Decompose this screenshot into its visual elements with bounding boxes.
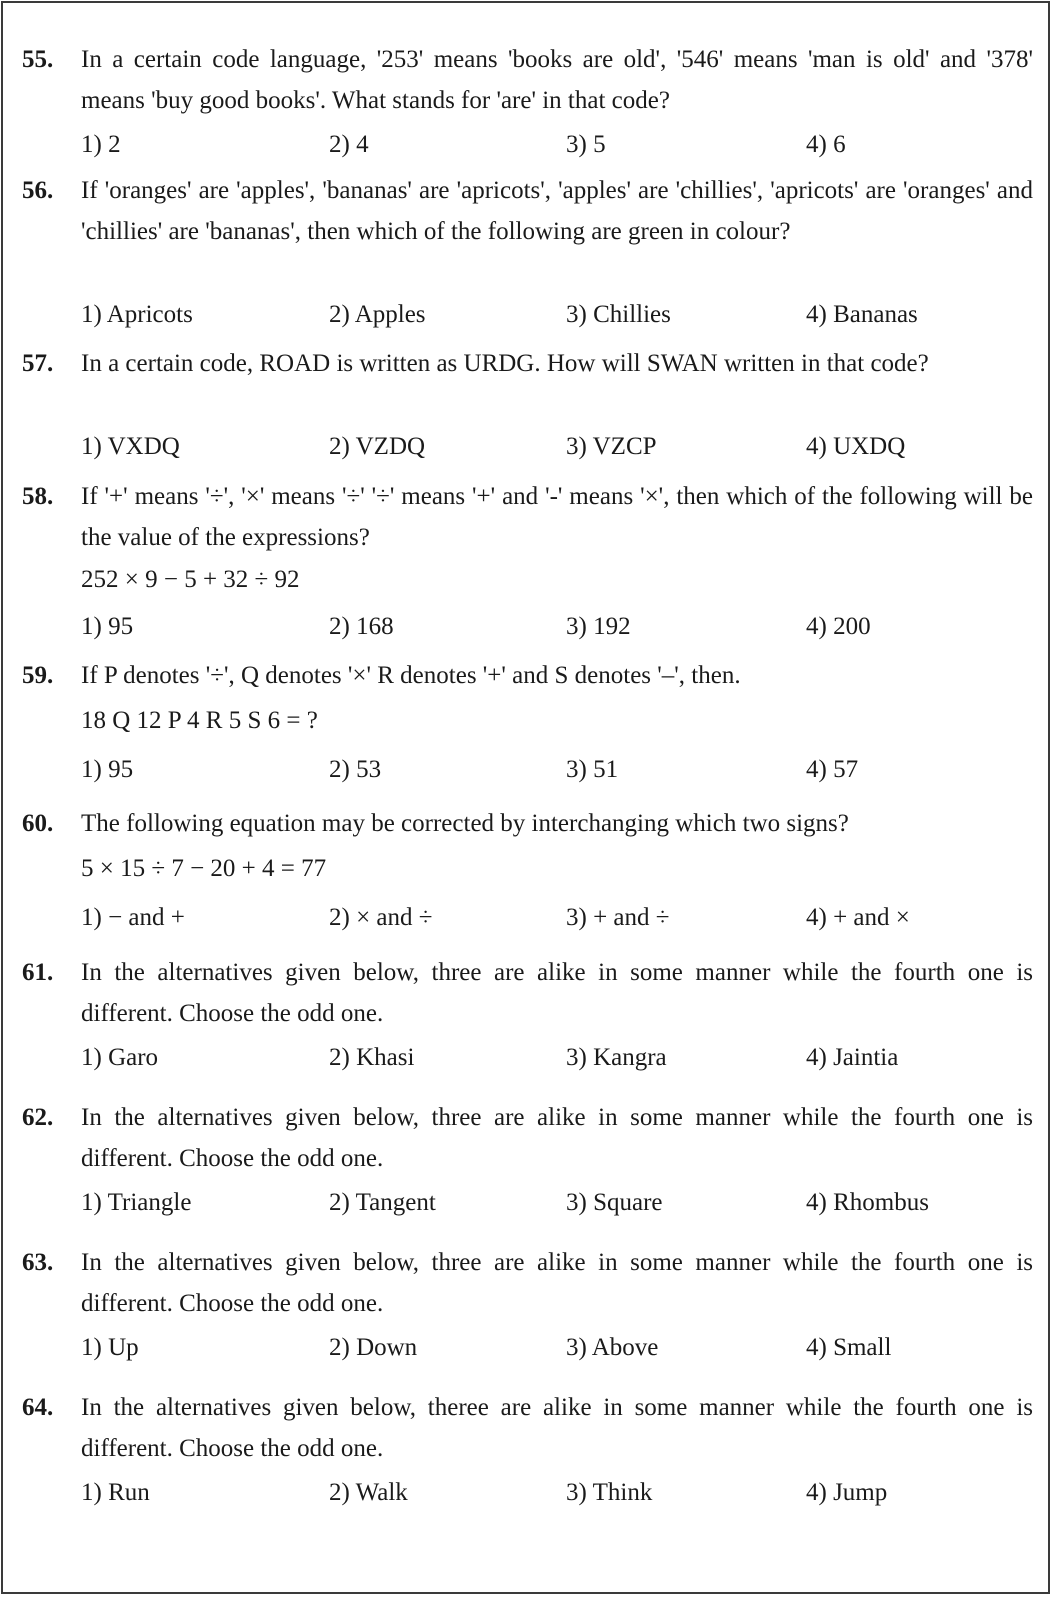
question-number: 57. [22, 350, 54, 377]
option-2[interactable]: 2) Walk [329, 1479, 408, 1506]
option-4[interactable]: 4) Rhombus [806, 1189, 929, 1216]
option-2[interactable]: 2) × and ÷ [329, 904, 433, 931]
question-number: 63. [22, 1249, 54, 1276]
option-2[interactable]: 2) 4 [329, 131, 369, 158]
option-3[interactable]: 3) 51 [566, 756, 619, 783]
expression: 5 × 15 ÷ 7 − 20 + 4 = 77 [81, 855, 327, 882]
question-number: 64. [22, 1394, 54, 1421]
option-2[interactable]: 2) 168 [329, 613, 394, 640]
question-number: 56. [22, 177, 54, 204]
option-3[interactable]: 3) 5 [566, 131, 606, 158]
option-1[interactable]: 1) Run [81, 1479, 150, 1506]
expression: 18 Q 12 P 4 R 5 S 6 = ? [81, 707, 318, 734]
question-number: 62. [22, 1104, 54, 1131]
options-row [0, 1188, 1054, 1218]
question-text: If '+' means '÷', '×' means '÷' '÷' means '+' and '-' means '×', then which of the following will be the value of the expressions? [81, 483, 1033, 551]
option-1[interactable]: 1) 2 [81, 131, 121, 158]
option-3[interactable]: 3) Square [566, 1189, 663, 1216]
option-3[interactable]: 3) VZCP [566, 433, 657, 460]
option-4[interactable]: 4) Bananas [806, 301, 918, 328]
option-1[interactable]: 1) − and + [81, 904, 185, 931]
option-4[interactable]: 4) Small [806, 1334, 892, 1361]
question-number: 59. [22, 662, 54, 689]
option-3[interactable]: 3) Think [566, 1479, 653, 1506]
question-number: 58. [22, 483, 54, 510]
option-1[interactable]: 1) Garo [81, 1044, 159, 1071]
expression: 252 × 9 − 5 + 32 ÷ 92 [81, 566, 300, 593]
option-2[interactable]: 2) Tangent [329, 1189, 436, 1216]
option-3[interactable]: 3) + and ÷ [566, 904, 670, 931]
option-1[interactable]: 1) Triangle [81, 1189, 192, 1216]
question-text: If P denotes '÷', Q denotes '×' R denotes '+' and S denotes '–', then. [81, 662, 741, 689]
option-3[interactable]: 3) Above [566, 1334, 659, 1361]
options-row [0, 755, 1054, 785]
options-row [0, 1043, 1054, 1073]
question-text: If 'oranges' are 'apples', 'bananas' are 'apricots', 'apples' are 'chillies', 'apricots' are 'oranges' and 'chillies' are 'bananas', then which of the following are green in colour? [81, 177, 1033, 245]
options-row [0, 300, 1054, 330]
option-2[interactable]: 2) Khasi [329, 1044, 415, 1071]
option-2[interactable]: 2) Apples [329, 301, 426, 328]
question-text: In the alternatives given below, three are alike in some manner while the fourth one is different. Choose the odd one. [81, 1104, 1033, 1172]
question-number: 61. [22, 959, 54, 986]
option-2[interactable]: 2) VZDQ [329, 433, 426, 460]
options-row [0, 1478, 1054, 1508]
option-4[interactable]: 4) 6 [806, 131, 846, 158]
options-row [0, 1333, 1054, 1363]
option-4[interactable]: 4) UXDQ [806, 433, 906, 460]
option-1[interactable]: 1) Apricots [81, 301, 193, 328]
option-1[interactable]: 1) VXDQ [81, 433, 180, 460]
question-text: The following equation may be corrected by interchanging which two signs? [81, 810, 849, 837]
options-row [0, 612, 1054, 642]
option-4[interactable]: 4) 200 [806, 613, 871, 640]
question-text: In a certain code language, '253' means 'books are old', '546' means 'man is old' and '378' means 'buy good books'. What stands for 'are' in that code? [81, 46, 1033, 114]
question-text: In the alternatives given below, three are alike in some manner while the fourth one is different. Choose the odd one. [81, 959, 1033, 1027]
option-4[interactable]: 4) + and × [806, 904, 910, 931]
options-row [0, 130, 1054, 160]
question-text: In a certain code, ROAD is written as URDG. How will SWAN written in that code? [81, 350, 929, 377]
option-2[interactable]: 2) 53 [329, 756, 382, 783]
question-text: In the alternatives given below, theree are alike in some manner while the fourth one is different. Choose the odd one. [81, 1394, 1033, 1462]
question-number: 55. [22, 46, 54, 73]
option-4[interactable]: 4) Jaintia [806, 1044, 899, 1071]
option-1[interactable]: 1) 95 [81, 613, 134, 640]
options-row [0, 432, 1054, 462]
option-3[interactable]: 3) Chillies [566, 301, 671, 328]
option-4[interactable]: 4) 57 [806, 756, 859, 783]
option-2[interactable]: 2) Down [329, 1334, 418, 1361]
option-1[interactable]: 1) Up [81, 1334, 139, 1361]
options-row [0, 903, 1054, 933]
option-3[interactable]: 3) 192 [566, 613, 631, 640]
question-text: In the alternatives given below, three are alike in some manner while the fourth one is different. Choose the odd one. [81, 1249, 1033, 1317]
question-number: 60. [22, 810, 54, 837]
option-4[interactable]: 4) Jump [806, 1479, 888, 1506]
option-3[interactable]: 3) Kangra [566, 1044, 667, 1071]
option-1[interactable]: 1) 95 [81, 756, 134, 783]
